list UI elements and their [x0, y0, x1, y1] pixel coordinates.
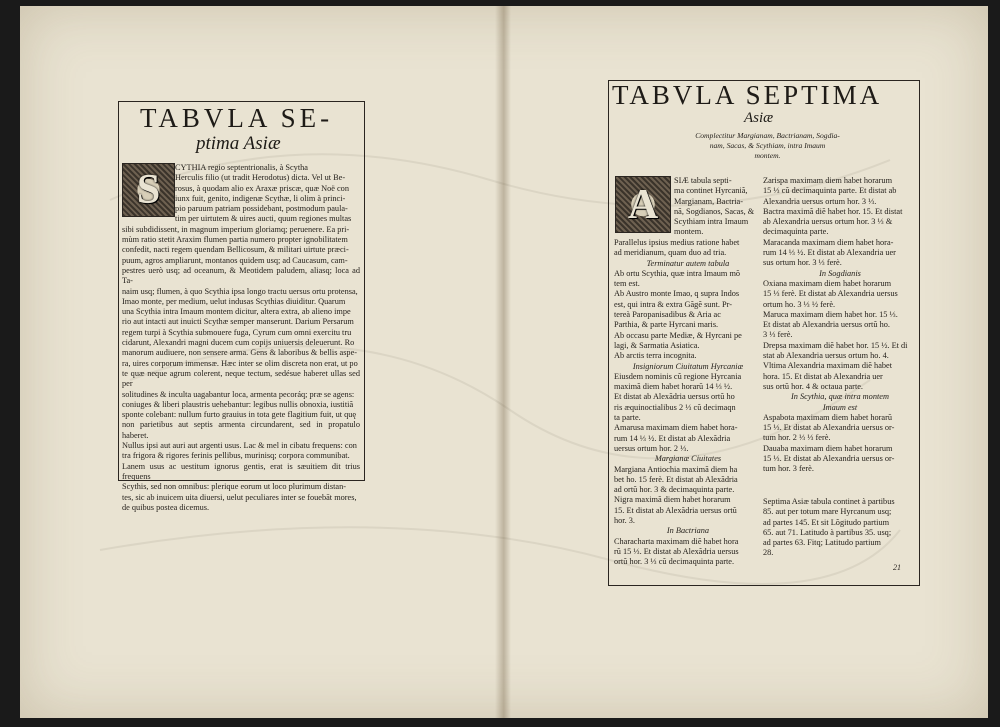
left-body-line: Herculis filio (ut tradit Herodotus) dicta. Vel ut Be- [175, 173, 346, 183]
left-body-line: Imao monte, per medium, uelut indusas Scythias diuiditur. Quarum [122, 296, 346, 306]
col1-intro-line: montem. [674, 227, 704, 237]
left-body-line: Lanem usus ac uestitum ignorus gentis, erat is sæuitiem dit trius frequens [122, 461, 360, 481]
col2-line: 15 ⅓. Et distat ab Alexandria uersus or- [763, 454, 895, 464]
col1-line: Terminatur autem tabula [646, 258, 730, 268]
col2-line: Aspabota maximam diem habet horarũ [763, 412, 893, 422]
col2-line: 15 ⅓ cũ decimaquinta parte. Et distat ab [763, 186, 897, 196]
col2-line: 15 ⅓. Et distat ab Alexandria uersus or- [763, 423, 895, 433]
left-body-line: tes, sic ab inuicem uita diuersi, uelut peculiares inter se fouebāt mores, [122, 492, 357, 502]
col2-line: tum hor. 2 ⅓ ⅓ ferè. [763, 433, 831, 443]
left-body-line: rio aut intacti aut inuicti Scythæ semper manserunt. Darium Persarum [122, 317, 354, 327]
left-body-line: Scythis, sed non omnibus: plerique eorum ut loco plurimum distan- [122, 482, 346, 492]
left-body-line: regem turpi à Scythia submouere fuga, Cyrum cum omni exercitu tru [122, 327, 352, 337]
col2-line: Maruca maximam diem habet hor. 15 ⅓. [763, 309, 898, 319]
col1-line: ad meridianum, quam duo ad tria. [614, 248, 727, 258]
col1-line: Parthia, & parte Hyrcani maris. [614, 320, 719, 330]
col1-line: rum 14 ⅓ ½. Et distat ab Alexãdria [614, 433, 731, 443]
right-col1-intro [674, 176, 760, 236]
left-body-line: coniuges & liberi plaustris uehebantur: legibus nullis obnoxia, iustitiã [122, 399, 354, 409]
right-title: TABVLA SEPTIMA [612, 80, 883, 110]
col2-line: In Scythia, quæ intra montem [791, 392, 889, 402]
left-body-line: naim usq; flumen, à quo Scythia ipsa longo tractu uersus ortu protensa, [122, 286, 358, 296]
col1-line: Eiusdem nominis cũ regione Hyrcania [614, 371, 742, 381]
col1-line: Et distat ab Alexãdria uersus ortũ ho [614, 392, 735, 402]
right-col2-summary [763, 497, 917, 563]
complectitur-line: nam, Sacas, & Scythiam, intra Imaum [709, 141, 826, 150]
col1-line: Ab ortu Scythia, quæ intra Imaum mõ [614, 268, 741, 278]
left-body-line: pio paruum patriam possidebant, postmodum paula- [175, 204, 348, 214]
left-body-line: una Scythia intra Imaum montem dicitur, altera extra, ab alieno impe [122, 307, 351, 317]
left-body-line: solitudines & inculta uagabantur loca, armenta pecoráq; præ se agens: [122, 389, 355, 399]
right-complectitur [660, 131, 875, 171]
col2-line: Alexandria uersus ortum hor. 3 ⅓. [763, 196, 877, 206]
col1-line: Margianæ Ciuitates [654, 454, 722, 464]
complectitur-line: montem. [754, 151, 781, 160]
col2-line: Maracanda maximam diem habet hora- [763, 237, 894, 247]
col2-line: Et distat ab Alexandria uersus ortũ ho. [763, 320, 890, 330]
col2-line: hora. 15. Et distat ab Alexandria uer [763, 371, 883, 381]
left-body-text [122, 163, 360, 512]
left-body-line: non parietibus aut septis armenta circundarent, sed in propatulo haberet. [122, 420, 360, 440]
col2-line: Zarispa maximam diem habet horarum [763, 176, 893, 185]
left-body-line: mùm ratio stetit Araxim flumen partia numero propter ignobilitatem [122, 235, 348, 245]
right-col2-text [763, 176, 917, 478]
left-body-line: ra, uires corporum immensæ. Hæc inter se olim discreta non erat, ut po [122, 358, 358, 368]
col2-summary-line: ad partes 145. Et sit Lõgitudo partium [763, 517, 890, 527]
left-body-line: CYTHIA regio septentrionalis, à Scytha [175, 163, 308, 172]
col2-line: Oxiana maximam diem habet horarum [763, 278, 892, 288]
col2-summary-line: Septima Asiæ tabula continet à partibus [763, 497, 895, 506]
col2-summary-line: 85. aut per totum mare Hyrcanum usq; [763, 507, 892, 517]
left-body-line: confedit, nacti regem quendam Bellicosum, & militari uirtute præci- [122, 245, 349, 255]
col2-summary-line: ad partes 63. Fitq; Latitudo partium [763, 538, 881, 548]
col1-line: Parallelus ipsius medius ratione habet [614, 238, 740, 247]
col1-line: 15. Et distat ab Alexãdria uersus ortũ [614, 505, 737, 515]
col2-line: 15 ⅓ ferè. Et distat ab Alexandria uersus [763, 289, 898, 299]
col1-line: ortũ hor. 3 ⅓ cũ decimaquinta parte. [614, 557, 735, 567]
col2-line: sus ortum hor. 3 ⅓ ferè. [763, 258, 842, 268]
col1-line: ris æquinoctialibus 2 ⅓ cũ decimaqn [614, 402, 736, 412]
left-body-line: cidarunt, Alexandri magni ducem cum copijs uniuersis deleuerunt. Ro [122, 338, 355, 348]
complectitur-line: Complectitur Margianam, Bactrianam, Sogdia- [695, 131, 840, 140]
col1-line: Margiana Antiochia maximã diem ha [614, 464, 738, 474]
left-body-line: Nullus ipsi aut auri aut argenti usus. Lac & mel in cibatu frequens: con [122, 441, 357, 451]
col1-line: Nigra maximã diem habet horarum [614, 495, 731, 505]
col1-intro-line: Margianam, Bactria- [674, 196, 743, 206]
left-body-line: sponte colebant: nullum furto grauius in tota gete flagitium fuit, ut quę [122, 410, 357, 420]
right-drop-cap [615, 176, 671, 233]
col2-line: 3 ⅓ ferè. [763, 330, 793, 340]
col1-intro-line: ma continet Hyrcaniã, [674, 186, 748, 196]
col2-line: Drepsa maximam diẽ habet hor. 15 ½. Et di [763, 340, 908, 350]
col2-line: sus ortũ hor. 4 & octaua parte. [763, 381, 863, 391]
col1-line: tereà Paropanisadibus & Aria ac [614, 310, 721, 320]
col1-line: hor. 3. [614, 516, 635, 526]
col1-line: maximã diem habet horarũ 14 ⅓ ½. [614, 382, 733, 392]
col1-line: Ab occasu parte Mediæ, & Hyrcani pe [614, 330, 742, 340]
col1-line: tem est. [614, 279, 640, 289]
right-col1-text [614, 238, 762, 568]
col2-line: rum 14 ⅓ ½. Et distat ab Alexandria uer [763, 248, 896, 258]
left-body-line: rosus, à quodam alio ex Araxæ priscæ, quæ Noë con [175, 183, 349, 193]
col2-line: tum hor. 3 ferè. [763, 464, 814, 474]
col1-intro-line: SIÆ tabula septi- [674, 176, 732, 185]
col2-line: In Sogdianis [819, 268, 861, 278]
col1-line: uersus ortum hor. 2 ⅓. [614, 443, 689, 453]
col2-summary-line: 65. aut 71. Latitudo à partibus 35. usq; [763, 527, 892, 537]
col2-line: Imaum est [822, 402, 858, 412]
left-title-line1: TABVLA SE- [140, 103, 334, 133]
col1-intro-line: nã, Sogdianos, Sacas, & [674, 206, 755, 216]
col1-line: Characharta maximam diẽ habet hora [614, 536, 739, 546]
col1-line: lagi, & Sarmatia Asiatica. [614, 340, 700, 350]
left-body-line: manorum audiuere, non sensere arma. Gens & laboribus & bellis aspe- [122, 348, 358, 358]
col1-intro-line: Scythiam intra Imaum [674, 217, 749, 227]
col1-line: Insigniorum Ciuitatum Hyrcaniæ [632, 361, 744, 371]
col1-line: rũ 15 ⅓. Et distat ab Alexãdria uersus [614, 546, 739, 556]
col1-line: Ab Austro monte Imao, q supra Indos [614, 289, 740, 299]
left-body-line: sibi subdidissent, in magnum imperium gloriamq; peruenere. Ea pri- [122, 224, 350, 234]
col1-line: Amarusa maximam diem habet hora- [614, 423, 738, 433]
page-number: 21 [893, 563, 901, 572]
left-body-line: tra frigora & rigores ferinis pellibus, murinisq; corpora communibat. [122, 451, 350, 461]
left-body-line: pestres uerò usq; ad oceanum, & Meotidem paludem, aliasq; loca ad Ta- [122, 265, 360, 286]
col1-line: ta parte. [614, 413, 641, 423]
col2-line: ortum ho. 3 ⅓ ½ ferè. [763, 299, 836, 309]
left-title-line2: ptima Asiæ [196, 133, 281, 154]
col2-summary-line: 28. [763, 548, 774, 558]
col2-line: Vltima Alexandria maximam diẽ habet [763, 361, 893, 371]
col2-line: Bactra maximã diẽ habet hor. 15. Et distat [763, 206, 903, 216]
col2-line: ab Alexandria uersus ortum hor. 3 ⅓ & [763, 217, 893, 227]
right-drop-cap-letter: A [627, 181, 659, 228]
col2-line: stat ab Alexandria uersus ortum ho. 4. [763, 351, 889, 361]
col1-line: Ab arctis terra incognita. [614, 351, 697, 361]
col2-line: decimaquinta parte. [763, 227, 829, 237]
col1-line: ad ortũ hor. 3 & decimaquinta parte. [614, 485, 735, 495]
left-body-line: iunx fuit, genito, indigenæ Scythæ, li olim à princi- [175, 193, 346, 203]
left-drop-cap-letter: S [136, 167, 161, 213]
col1-line: bet ho. 15 ferè. Et distat ab Alexãdria [614, 474, 738, 484]
col1-line: est, qui intra & extra Gãgẽ sunt. Pr- [614, 299, 733, 309]
col1-line: In Bactriana [666, 526, 710, 536]
right-subtitle: Asiæ [744, 110, 774, 126]
center-fold [495, 6, 511, 718]
left-body-line: tim per uirtutem & uires aucti, quum regiones multas [175, 214, 352, 224]
left-body-line: de quibus postea dicemus. [122, 502, 210, 512]
left-body-line: puum, agros ampliarunt, montanos quidem usq; ad Caucasum, cam- [122, 255, 348, 265]
col2-line: Dauaba maximam diem habet horarum [763, 443, 893, 453]
left-body-line: te quæ neque agrum colerent, neque tectum, sedésue haberet ullas sed per [122, 368, 360, 389]
